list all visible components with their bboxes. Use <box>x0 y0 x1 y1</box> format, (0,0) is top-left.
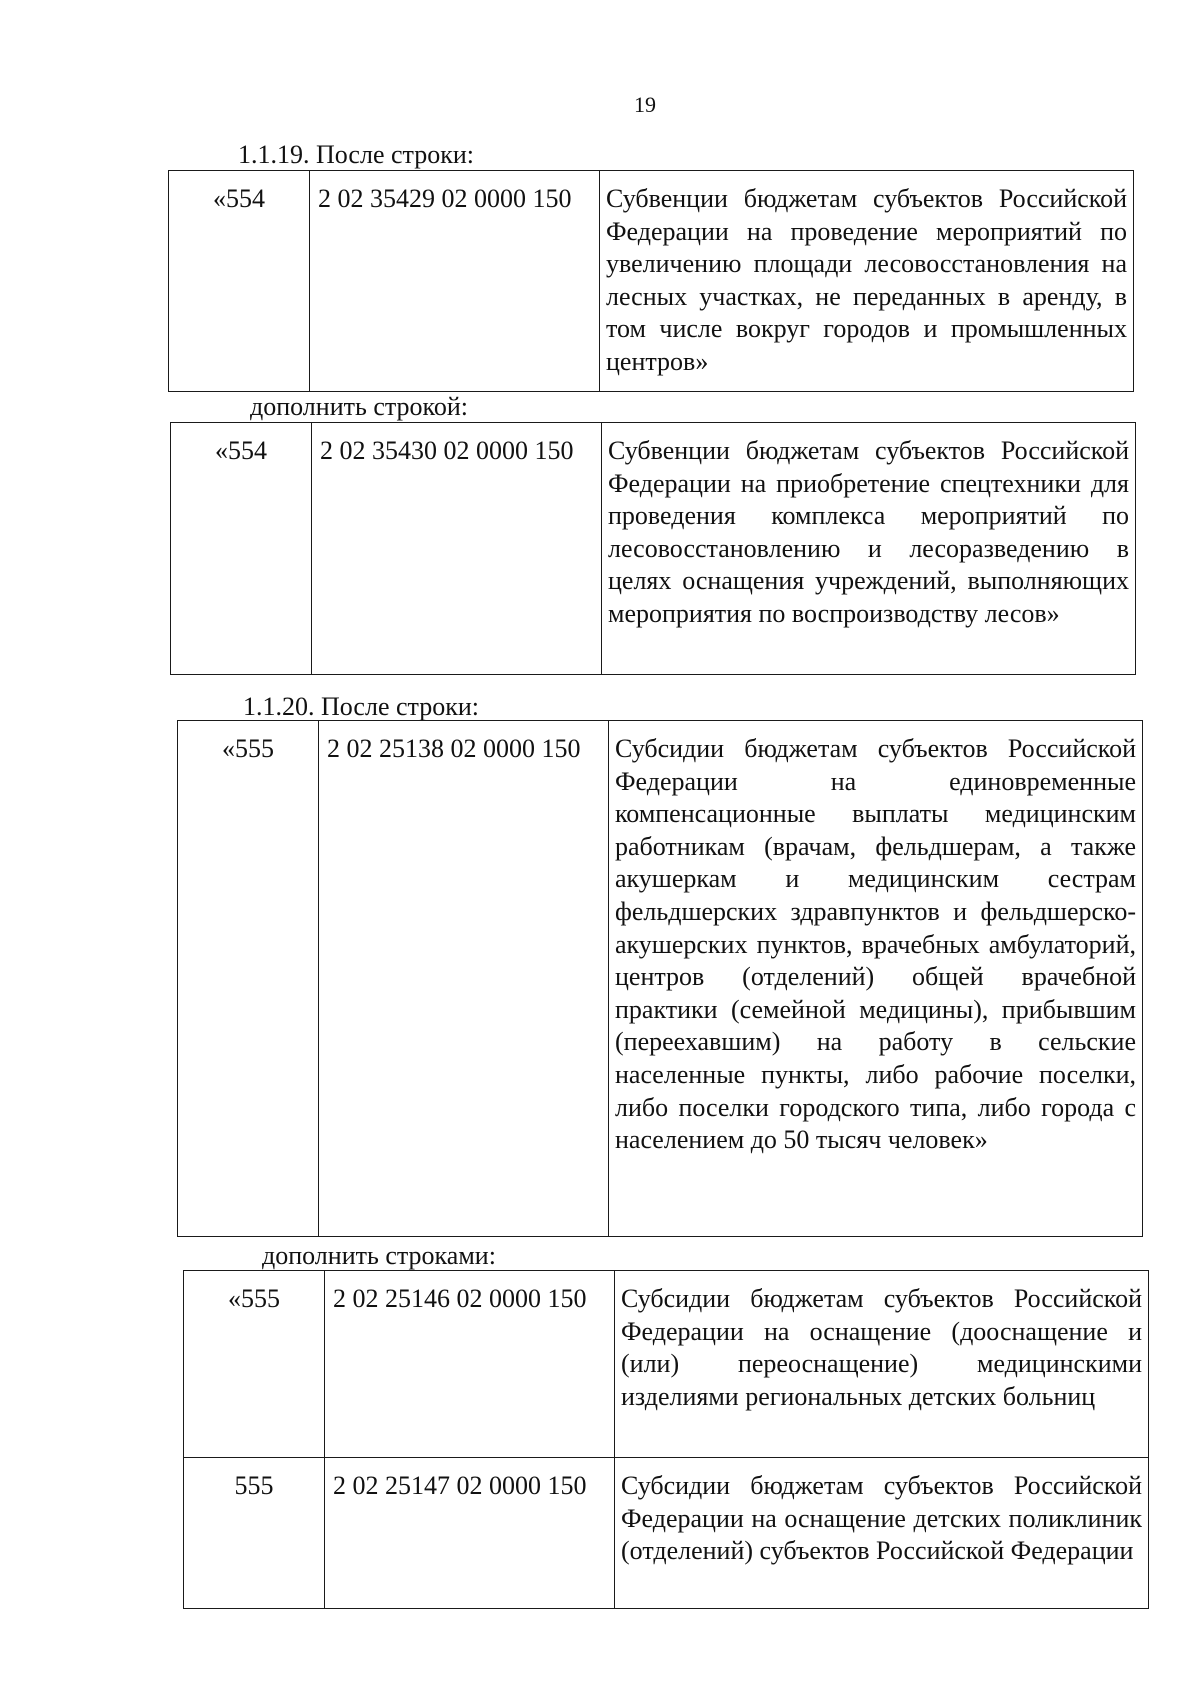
income-code-cell: «555 <box>178 721 319 1237</box>
table-row <box>184 1458 1149 1609</box>
amendment-table-4 <box>183 1270 1149 1609</box>
amendment-table-2 <box>170 422 1136 675</box>
description-cell: Субвенции бюджетам субъектов Российской Федерации на приобретение спецтехники для проведения комплекса мероприятий по лесовосстановлению и лесоразведению в целях оснащения учреждений, выполняющих мероприятия по воспроизводству лесов» <box>602 423 1136 675</box>
table-row <box>178 721 1143 1237</box>
description-cell: Субвенции бюджетам субъектов Российской Федерации на проведение мероприятий по увеличению площади лесовосстановления на лесных участках, не переданных в аренду, в том числе вокруг городов и промышленных центров» <box>600 171 1134 392</box>
income-code-cell: «555 <box>184 1271 325 1458</box>
section-caption-3: 1.1.20. После строки: <box>243 692 479 721</box>
description-cell: Субсидии бюджетам субъектов Российской Федерации на оснащение детских поликлиник (отделений) субъектов Российской Федерации <box>615 1458 1149 1609</box>
table-row <box>169 171 1134 392</box>
table-row <box>171 423 1136 675</box>
income-code-cell: 555 <box>184 1458 325 1609</box>
page-number: 19 <box>634 92 656 117</box>
budget-classification-code-cell: 2 02 25147 02 0000 150 <box>325 1458 615 1609</box>
section-caption-4: дополнить строками: <box>262 1241 496 1270</box>
budget-classification-code-cell: 2 02 25146 02 0000 150 <box>325 1271 615 1458</box>
description-cell: Субсидии бюджетам субъектов Российской Федерации на единовременные компенсационные выплаты медицинским работникам (врачам, фельдшерам, а также акушеркам и медицинским сестрам фельдшерских здравпунктов и фельдшерско-акушерских пунктов, врачебных амбулаторий, центров (отделений) общей врачебной практики (семейной медицины), прибывшим (переехавшим) на работу в сельские населенные пункты, либо рабочие поселки, либо поселки городского типа, либо города с населением до 50 тысяч человек» <box>609 721 1143 1237</box>
budget-classification-code-cell: 2 02 25138 02 0000 150 <box>319 721 609 1237</box>
description-cell: Субсидии бюджетам субъектов Российской Федерации на оснащение (дооснащение и (или) переоснащение) медицинскими изделиями региональных детских больниц <box>615 1271 1149 1458</box>
amendment-table-1 <box>168 170 1134 392</box>
section-caption-2: дополнить строкой: <box>250 392 468 421</box>
income-code-cell: «554 <box>169 171 310 392</box>
income-code-cell: «554 <box>171 423 312 675</box>
amendment-table-3 <box>177 720 1143 1237</box>
table-row <box>184 1271 1149 1458</box>
section-caption-1: 1.1.19. После строки: <box>238 140 474 169</box>
budget-classification-code-cell: 2 02 35429 02 0000 150 <box>310 171 600 392</box>
budget-classification-code-cell: 2 02 35430 02 0000 150 <box>312 423 602 675</box>
